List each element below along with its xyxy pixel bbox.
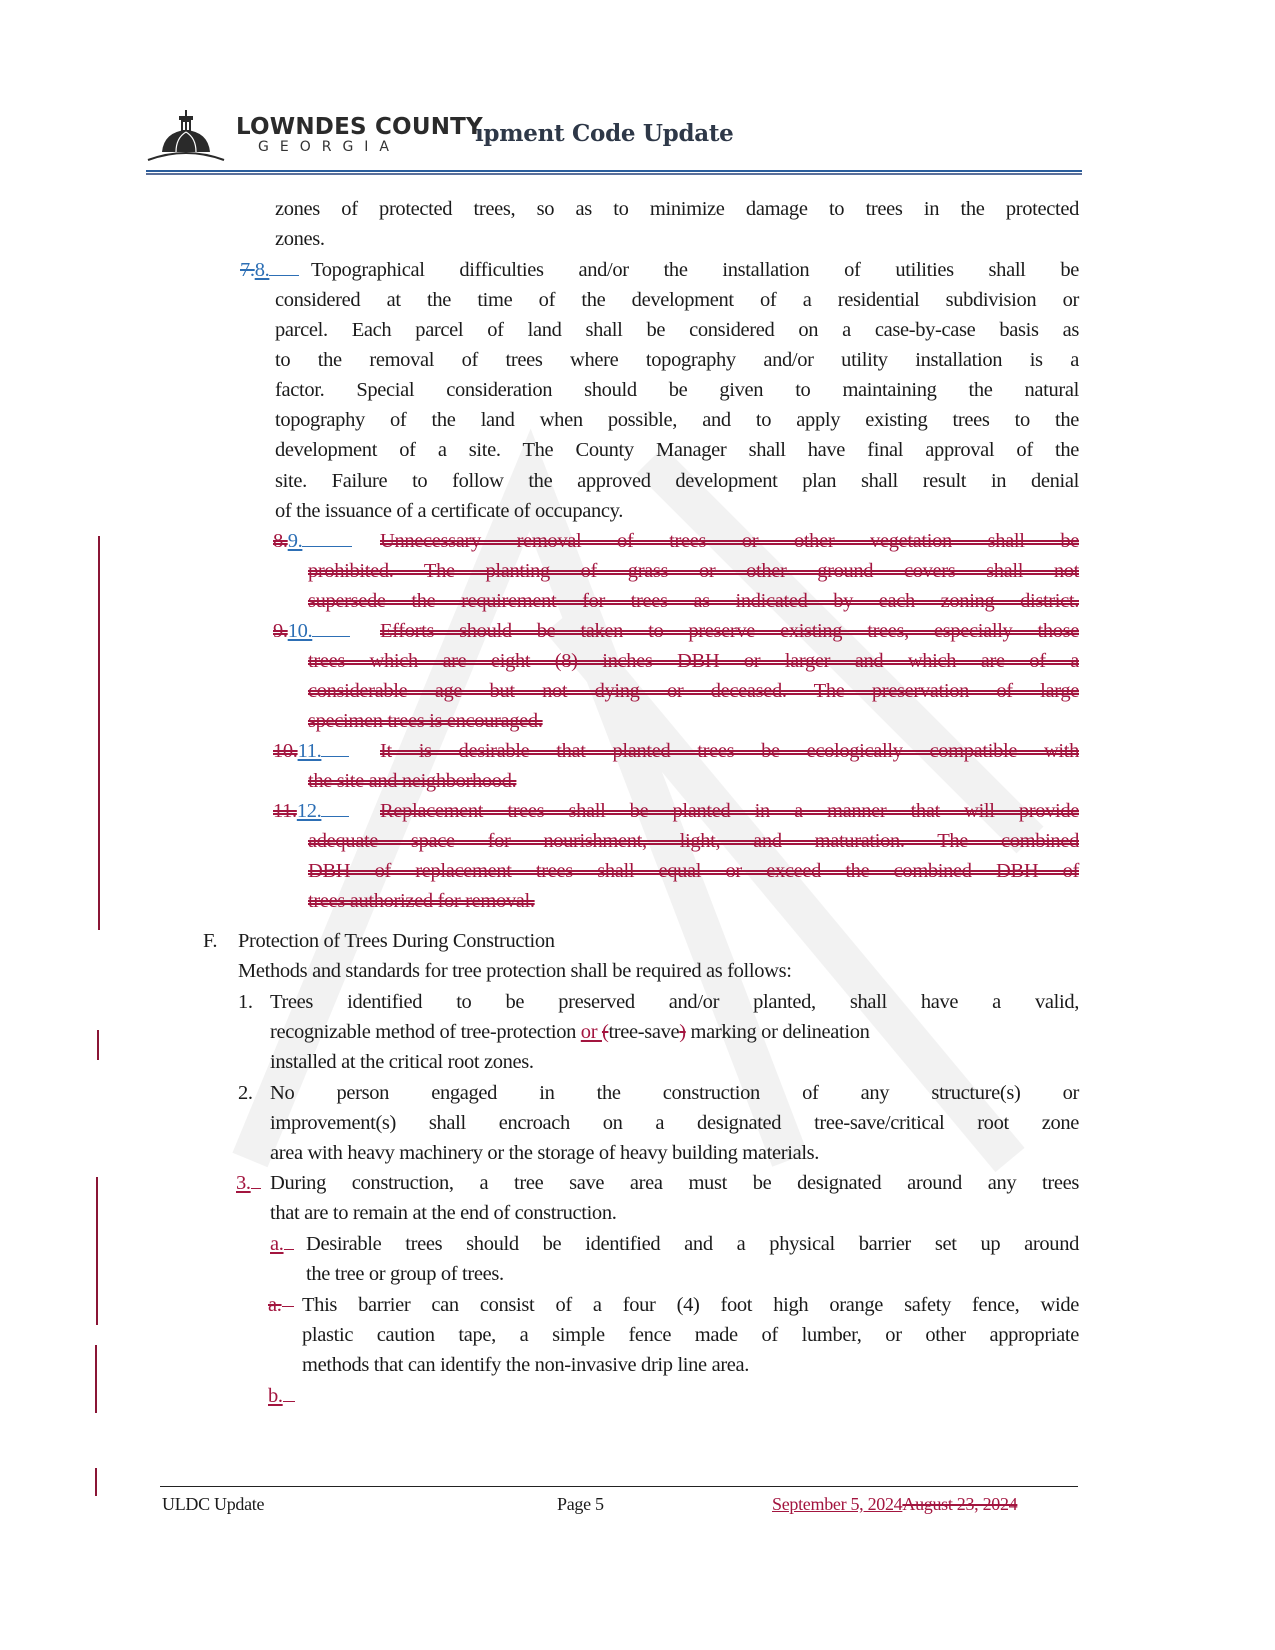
list-number-inserted bbox=[236, 1168, 261, 1198]
section-f-title: Protection of Trees During Construction bbox=[238, 930, 555, 952]
org-brand bbox=[236, 114, 483, 154]
body-line: the tree or group of trees. bbox=[306, 1263, 504, 1285]
body-line: zones of protected trees, so as to minimize damage to trees in the protected bbox=[275, 198, 1079, 220]
tab-underline bbox=[269, 257, 299, 276]
tab-underline bbox=[283, 1383, 295, 1402]
list-number: 2. bbox=[238, 1082, 253, 1104]
section-f-intro: Methods and standards for tree protection shall be required as follows: bbox=[238, 960, 792, 982]
item-number-9 bbox=[273, 526, 352, 556]
deleted-line: supersede the requirement for trees as indicated by each zoning district. bbox=[308, 590, 1079, 612]
deleted-line: Replacement trees shall be planted in a manner that will provide bbox=[380, 800, 1079, 822]
item-number-10 bbox=[273, 616, 350, 646]
deleted-line: the site and neighborhood. bbox=[308, 770, 517, 792]
body-line: This barrier can consist of a four (4) foot high orange safety fence, wide bbox=[302, 1294, 1079, 1316]
body-line: Trees identified to be preserved and/or planted, shall have a valid, bbox=[270, 991, 1079, 1013]
header-rule bbox=[146, 170, 1082, 175]
item-number-12 bbox=[273, 796, 349, 826]
sub-label-inserted bbox=[270, 1229, 294, 1259]
body-line: plastic caution tape, a simple fence made of lumber, or other appropriate bbox=[302, 1324, 1079, 1346]
org-state: GEORGIA bbox=[258, 139, 400, 155]
body-line: Topographical difficulties and/or the installation of utilities shall be bbox=[311, 259, 1079, 281]
list-number: 1. bbox=[238, 991, 253, 1013]
body-line: that are to remain at the end of construction. bbox=[270, 1202, 617, 1224]
inserted-number: 10. bbox=[287, 620, 313, 642]
inserted-label: b. bbox=[268, 1385, 283, 1407]
change-bar bbox=[97, 1030, 99, 1060]
deleted-date: August 23, 2024 bbox=[902, 1494, 1018, 1514]
tab-underline bbox=[284, 1231, 294, 1250]
deleted-number: 9. bbox=[273, 620, 288, 642]
section-f-label: F. bbox=[203, 930, 218, 952]
deleted-line: prohibited. The planting of grass or other ground covers shall not bbox=[308, 560, 1079, 582]
tab-underline bbox=[251, 1170, 261, 1189]
footer-left: ULDC Update bbox=[162, 1494, 265, 1514]
body-line: site. Failure to follow the approved development plan shall result in denial bbox=[275, 470, 1079, 492]
inserted-number: 3. bbox=[236, 1172, 251, 1194]
inserted-label: a. bbox=[270, 1233, 284, 1255]
body-line: parcel. Each parcel of land shall be considered on a case-by-case basis as bbox=[275, 319, 1079, 341]
sub-label-inserted bbox=[268, 1381, 295, 1411]
text-run: recognizable method of tree-protection bbox=[270, 1021, 581, 1043]
footer-date bbox=[772, 1493, 1017, 1515]
header-title: ıpment Code Update bbox=[475, 120, 734, 147]
deleted-line: Efforts should be taken to preserve existing trees, especially those bbox=[380, 620, 1079, 642]
deleted-line: DBH of replacement trees shall equal or exceed the combined DBH of bbox=[308, 860, 1079, 882]
change-bar bbox=[95, 1468, 97, 1496]
deleted-label: a. bbox=[268, 1294, 282, 1316]
inserted-number: 12. bbox=[296, 800, 322, 822]
inserted-date: September 5, 2024 bbox=[772, 1494, 903, 1514]
tab-underline bbox=[321, 798, 349, 817]
body-line: area with heavy machinery or the storage of heavy building materials. bbox=[270, 1142, 820, 1164]
courthouse-dome-icon bbox=[146, 108, 230, 164]
inserted-number: 11. bbox=[297, 740, 322, 762]
deleted-number: 10. bbox=[273, 740, 298, 762]
deleted-line: trees authorized for removal. bbox=[308, 890, 535, 912]
inserted-number: 9. bbox=[287, 530, 303, 552]
change-bar bbox=[98, 536, 100, 930]
body-line: No person engaged in the construction of any structure(s) or bbox=[270, 1082, 1079, 1104]
body-line: factor. Special consideration should be given to maintaining the natural bbox=[275, 379, 1079, 401]
body-line: to the removal of trees where topography and/or utility installation is a bbox=[275, 349, 1079, 371]
deleted-line: specimen trees is encouraged. bbox=[308, 710, 543, 732]
deleted-number: 8. bbox=[273, 530, 288, 552]
deleted-line: It is desirable that planted trees be ecologically compatible with bbox=[380, 740, 1079, 762]
deleted-number: 7. bbox=[240, 259, 255, 281]
body-line: improvement(s) shall encroach on a designated tree-save/critical root zone bbox=[270, 1112, 1079, 1134]
deleted-line: Unnecessary removal of trees or other vegetation shall be bbox=[380, 530, 1079, 552]
deleted-line: trees which are eight (8) inches DBH or larger and which are of a bbox=[308, 650, 1079, 672]
body-line: topography of the land when possible, and to apply existing trees to the bbox=[275, 409, 1079, 431]
inserted-text: or bbox=[580, 1021, 602, 1043]
tab-underline bbox=[302, 528, 352, 547]
tab-underline bbox=[321, 738, 349, 757]
deleted-line: adequate space for nourishment, light, and maturation. The combined bbox=[308, 830, 1079, 852]
body-line: Desirable trees should be identified and a physical barrier set up around bbox=[306, 1233, 1079, 1255]
body-line: considered at the time of the development of a residential subdivision or bbox=[275, 289, 1079, 311]
body-line: During construction, a tree save area must be designated around any trees bbox=[270, 1172, 1079, 1194]
tab-underline bbox=[312, 618, 350, 637]
change-bar bbox=[96, 1177, 98, 1325]
footer-rule bbox=[160, 1486, 1078, 1487]
body-line: development of a site. The County Manager shall have final approval of the bbox=[275, 439, 1079, 461]
item-number-8 bbox=[240, 255, 299, 285]
org-name: LOWNDES COUNTY bbox=[236, 114, 483, 140]
inserted-number: 8. bbox=[254, 259, 270, 281]
body-line bbox=[270, 1017, 870, 1047]
body-line: installed at the critical root zones. bbox=[270, 1051, 534, 1073]
text-run: marking or delineation bbox=[685, 1021, 870, 1043]
deleted-line: considerable age but not dying or deceased. The preservation of large bbox=[308, 680, 1079, 702]
body-line: zones. bbox=[275, 228, 325, 250]
item-number-11 bbox=[273, 736, 349, 766]
text-run: tree-save bbox=[608, 1021, 680, 1043]
deleted-text: ( bbox=[601, 1021, 609, 1043]
deleted-tab bbox=[282, 1306, 294, 1307]
body-line: of the issuance of a certificate of occupancy. bbox=[275, 500, 623, 522]
body-line: methods that can identify the non-invasive drip line area. bbox=[302, 1354, 750, 1376]
change-bar bbox=[95, 1345, 97, 1413]
deleted-number: 11. bbox=[273, 800, 297, 822]
deleted-text: ) bbox=[679, 1021, 686, 1043]
sub-label-deleted bbox=[268, 1290, 294, 1320]
footer-page-number: Page 5 bbox=[557, 1494, 604, 1514]
